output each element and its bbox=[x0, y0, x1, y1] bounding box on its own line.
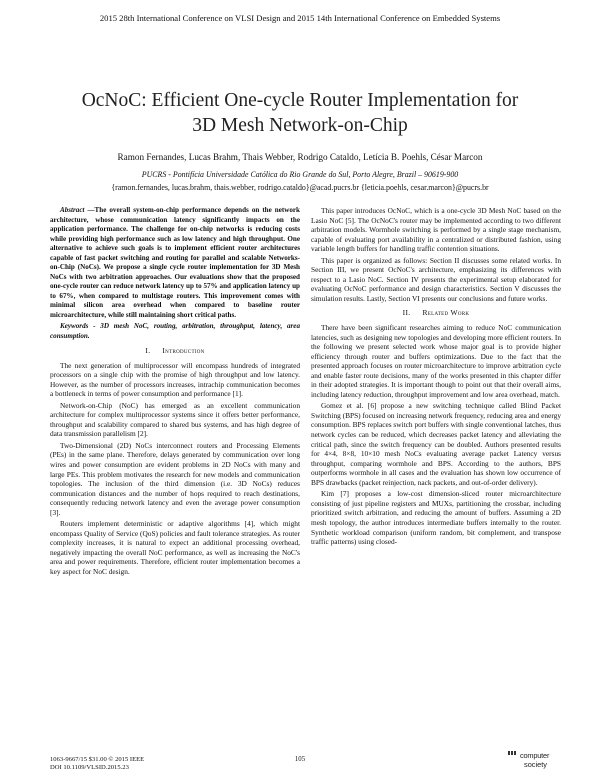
paragraph: This paper is organized as follows: Section II discusses some related works. In Section III, we present OcNoC's architecture, emphasizing its differences with respect to a Lasio NoC. Section IV presents the experimental setup elaborated for evaluating OcNoC performance and design characteristics. Section V discusses the simulation results. Lastly, Section VI presents our conclusions and future works. bbox=[311, 255, 561, 303]
logo-text-society: society bbox=[524, 760, 548, 769]
left-column bbox=[50, 206, 300, 579]
issn-line: 1063-9667/15 $31.00 © 2015 IEEE bbox=[50, 756, 145, 763]
abstract-text: The overall system-on-chip performance depends on the network architecture, whose communication latency significantly impacts on the application performance. The challenge for on-chip networks is reducing costs while providing high performance such as low latency and high throughput. One alternative to achieve such goals is to implement efficient router architectures capable of fast packet switching and routing for parallel and scalable Networks-on-Chip (NoCs). We propose a single cycle router implementation for 3D Mesh NoCs with two arbitration approaches. Our evaluations show that the proposed one-cycle router can reduce network latency up to 57% and application latency up to 67%, when compared to multistage routers. This improvement comes with minimal silicon area overhead when compared to baseline router microarchitecture, while still maintaining short critical paths. bbox=[50, 206, 300, 319]
computer-society-logo bbox=[507, 749, 553, 771]
right-column bbox=[311, 206, 561, 549]
doi-line: DOI 10.1109/VLSID.2015.23 bbox=[50, 764, 129, 772]
paragraph: There have been significant researches aiming to reduce NoC communication latencies, such as designing new topologies and developing more efficient routers. In the following we present selected work whose major goal is to provide higher efficiency through router and buffers optimizations. Due to the fact that the presented approach focuses on router microarchitecture to improve arbitration cycle and enable faster route decisions, many of the works presented in this chapter differ in their adopted strategies. It is important though to point out that their overall aims, including latency reduction, throughput improvement and low area overhead, match. bbox=[311, 323, 561, 399]
keywords: Keywords - 3D mesh NoC, routing, arbitration, throughput, latency, area consumption. bbox=[50, 322, 300, 340]
title-line-1: OcNoC: Efficient One-cycle Router Implementation for bbox=[81, 90, 519, 111]
title-line-2: 3D Mesh Network-on-Chip bbox=[192, 115, 408, 136]
paragraph: Routers implement deterministic or adaptive algorithms [4], which might encompass Quality of Service (QoS) policies and fault tolerance strategies. As router complexity increases, it is natural to expect an additional processing overhead, negatively impacting the overall NoC performance, as well as increasing the NoC's area and power requirements. Therefore, efficient router implementation becomes a key aspect for NoC design. bbox=[50, 519, 300, 577]
logo-mark-icon bbox=[507, 751, 519, 767]
author-emails: {ramon.fernandes, lucas.brahm, thais.webber, rodrigo.cataldo}@acad.pucrs.br {leticia.poehls, cesar.marcon}@pucrs.br bbox=[111, 183, 489, 192]
logo-text-computer: computer bbox=[520, 751, 550, 760]
paragraph: This paper introduces OcNoC, which is a one-cycle 3D Mesh NoC based on the Lasio NoC [5]. The OcNoC's router may be implemented according to two different arbitration models. Wormhole switching is performed by a single stage mechanism, capable of evaluating port availability in a centralized or distributed fashion, using variable length buffers for handling traffic contention situations. bbox=[311, 206, 561, 254]
paragraph: Kim [7] proposes a low-cost dimension-sliced router microarchitecture consisting of just pipeline registers and MUXs, partitioning the crossbar, including prioritized switch arbitration, and reducing the amount of buffers. Assuming a 2D mesh topology, the author introduces intermediate buffers internally to the router. Synthetic workload comparison (uniform random, bit complement, and transpose traffic patterns) using closed- bbox=[311, 489, 561, 547]
section-title: Introduction bbox=[162, 346, 205, 355]
paragraph: Two-Dimensional (2D) NoCs interconnect routers and Processing Elements (PEs) in the same plane. Therefore, delays generated by communication over long wires and power consumption are evident problems in 2D NoCs with many and large PEs. This problem motivates the research for new models and communication topologies. The inclusion of the third dimension (i.e. 3D NoCs) reduces communication distances and the number of hops required to reach destinations, consequently reducing network latency and even the average power consumption [3]. bbox=[50, 440, 300, 517]
page-number: 105 bbox=[294, 756, 306, 763]
paragraph: Network-on-Chip (NoC) has emerged as an excellent communication architecture for complex multiprocessor systems since it offers better performance, throughput and scalability compared to shared bus systems, and has high degree of data transmission parallelism [2]. bbox=[50, 400, 300, 439]
author-list: Ramon Fernandes, Lucas Brahm, Thais Webber, Rodrigo Cataldo, Letícia B. Poehls, César Marcon bbox=[117, 152, 483, 162]
section-heading-related-work bbox=[311, 308, 561, 318]
abstract bbox=[50, 206, 300, 320]
affiliation: PUCRS - Pontifícia Universidade Católica do Rio Grande do Sul, Porto Alegre, Brazil – 90619-900 bbox=[141, 170, 459, 179]
section-title: Related Work bbox=[422, 308, 470, 318]
conference-header: 2015 28th International Conference on VLSI Design and 2015 14th International Conference on Embedded Systems bbox=[99, 13, 501, 23]
paragraph: Gomez et al. [6] propose a new switching technique called Blind Packet Switching (BPS) focused on increasing network frequency, reducing area and energy consumption. BPS replaces switch port buffers with single conventional latches, thus network cycles can be reduced, which decreases packet latency and alleviating the critical path, since the switch frequency can be doubled. Authors presented results for 4×4, 8×8, 10×10 mesh NoCs evaluating average packet Latency versus throughput, comparing wormhole and BPS. According to the authors, BPS outperforms wormhole in all cases and the evaluation has shown low occurrence of BPS drawbacks (packet reinjection, nack packets, and out-of-order delivery). bbox=[311, 401, 561, 487]
abstract-label: Abstract — bbox=[60, 206, 95, 214]
paragraph: The next generation of multiprocessor will encompass hundreds of integrated processors on a single chip with the promise of high throughput and low latency. However, as the number of processors increases, intrachip communication becomes a bottleneck in terms of power consumption and performance [1]. bbox=[50, 360, 300, 399]
section-number: II. bbox=[402, 308, 411, 318]
paper-title bbox=[0, 88, 600, 138]
section-heading-introduction bbox=[50, 346, 300, 356]
section-number: I. bbox=[145, 346, 151, 355]
